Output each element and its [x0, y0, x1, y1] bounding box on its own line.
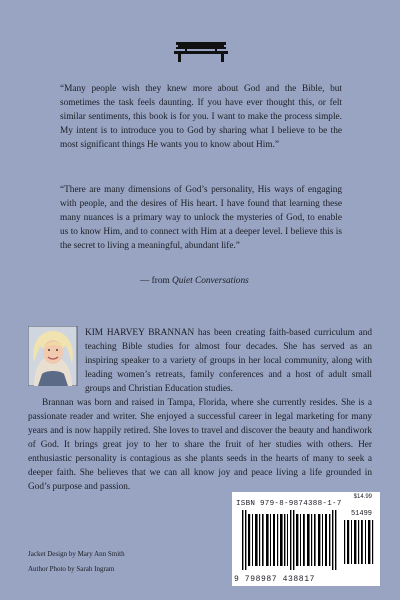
- price-label: $14.99: [353, 494, 372, 500]
- author-photo-credit: Author Photo by Sarah Ingram: [28, 565, 115, 573]
- back-cover-quote-1: “Many people wish they knew more about God and the Bible, but sometimes the task feels daunting. If you have ever thought this, or felt similar sentiments, this book is for you. I want to make the process simple. My intent is to introduce you to God by sharing what I believe to be the most significant things He wants you to know about Him.”: [60, 84, 342, 150]
- bench-icon: [172, 42, 230, 62]
- author-photo: [28, 326, 81, 386]
- isbn-text: ISBN 979-8-9874388-1-7: [236, 500, 342, 508]
- book-title: Quiet Conversations: [172, 276, 249, 286]
- jacket-design-credit: Jacket Design by Mary Ann Smith: [28, 550, 125, 558]
- bio-paragraph-1: KIM HARVEY BRANNAN has been creating faith-based curriculum and teaching Bible studies for almost four decades. She has served as an inspiring speaker to a variety of groups in her local community, along with leading women’s retreats, family conferences and a host of adult small groups and Christian Education studies.: [85, 328, 372, 394]
- back-cover-quote-2: “There are many dimensions of God’s personality, His ways of engaging with people, and the desires of His heart. I have found that learning these many nuances is a primary way to unlock the mysteries of God, to enable us to know Him, and to connect with Him at a deeper level. I believe this is the secret to living a meaningful, abundant life.”: [60, 185, 342, 251]
- attribution-prefix: — from: [140, 276, 173, 286]
- author-bio: [28, 326, 372, 494]
- ean-number: 9 798987 438817: [234, 575, 316, 584]
- quote-attribution: [140, 276, 340, 286]
- addon-number: 51499: [350, 510, 372, 518]
- bio-paragraph-2: Brannan was born and raised in Tampa, Florida, where she currently resides. She is a passionate reader and writer. She enjoyed a successful career in legal marketing for many years and is now happily retired. She loves to travel and discover the beauty and handiwork of God. It brings great joy to her to share the fruit of her studies with others. Her enthusiastic personality is contagious as she plants seeds in the hearts of many to seek a deeper faith. She believes that we can all know joy and peace living a life grounded in God’s purpose and passion.: [28, 398, 372, 492]
- credits: [28, 547, 125, 577]
- barcode-bars: [236, 510, 376, 570]
- isbn-barcode: [232, 492, 380, 586]
